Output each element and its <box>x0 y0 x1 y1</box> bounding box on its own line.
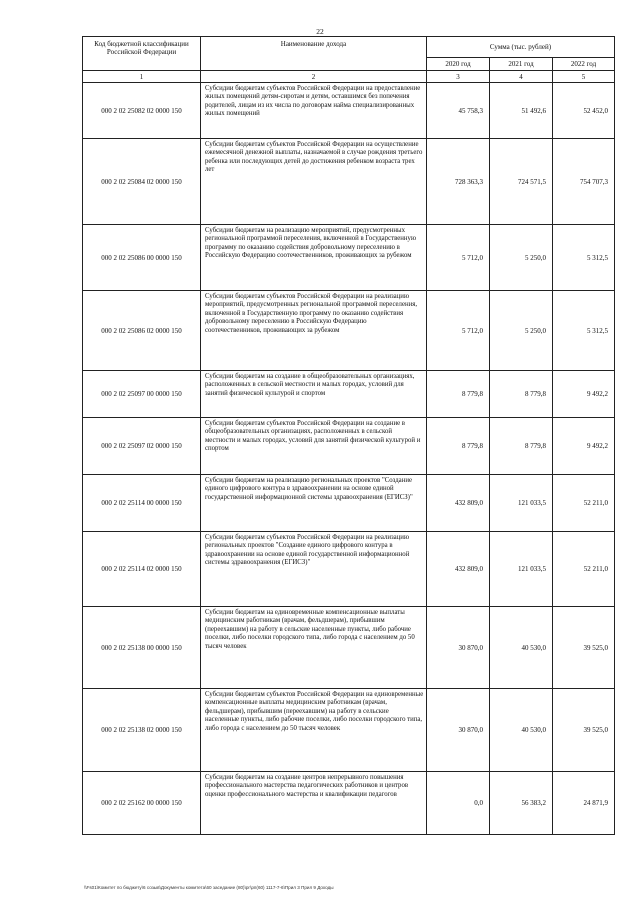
row-code: 000 2 02 25097 02 0000 150 <box>83 418 201 475</box>
row-value-2020: 5 712,0 <box>427 225 490 291</box>
row-value-2022: 52 211,0 <box>553 532 615 607</box>
row-value-2020: 0,0 <box>427 772 490 835</box>
row-value-2021: 724 571,5 <box>490 139 553 225</box>
table-row <box>83 607 615 689</box>
header-sum: Сумма (тыс. рублей) <box>427 37 615 58</box>
header-year-2022: 2022 год <box>553 58 615 71</box>
row-value-2021: 40 530,0 <box>490 607 553 689</box>
row-value-2022: 52 211,0 <box>553 475 615 532</box>
row-value-2022: 754 707,3 <box>553 139 615 225</box>
row-value-2022: 9 492,2 <box>553 418 615 475</box>
column-number: 1 <box>83 71 201 83</box>
row-code: 000 2 02 25162 00 0000 150 <box>83 772 201 835</box>
row-value-2020: 5 712,0 <box>427 291 490 371</box>
header-year-2021: 2021 год <box>490 58 553 71</box>
row-value-2022: 24 871,9 <box>553 772 615 835</box>
row-code: 000 2 02 25138 00 0000 150 <box>83 607 201 689</box>
row-name: Субсидии бюджетам субъектов Российской Федерации на предоставление жилых помещений детям-сиротам и детям, оставшимся без попечения родителей, лицам из их числа по договорам найма специализированных жилых помещений <box>201 83 427 139</box>
row-value-2022: 5 312,5 <box>553 291 615 371</box>
row-value-2021: 8 779,8 <box>490 371 553 418</box>
table-row <box>83 772 615 835</box>
income-table <box>82 36 615 835</box>
row-value-2020: 30 870,0 <box>427 607 490 689</box>
row-value-2022: 52 452,0 <box>553 83 615 139</box>
table-row <box>83 418 615 475</box>
page-number: 22 <box>316 27 324 36</box>
row-value-2021: 121 033,5 <box>490 532 553 607</box>
column-number: 2 <box>201 71 427 83</box>
row-name: Субсидии бюджетам субъектов Российской Федерации на реализацию региональных проектов "Создание единого цифрового контура в здравоохранении на основе единой государственной информационной системы здравоохранения (ЕГИСЗ)" <box>201 532 427 607</box>
table-row <box>83 83 615 139</box>
header-year-2020: 2020 год <box>427 58 490 71</box>
row-name: Субсидии бюджетам субъектов Российской Федерации на единовременные компенсационные выплаты медицинским работникам (врачам, фельдшерам), прибывшим (переехавшим) на работу в сельские населенные пункты, либо рабочие поселки, либо поселки городского типа, либо города с населением до 50 тысяч человек <box>201 689 427 772</box>
row-value-2020: 45 758,3 <box>427 83 490 139</box>
table-row <box>83 689 615 772</box>
row-value-2021: 51 492,6 <box>490 83 553 139</box>
column-number: 3 <box>427 71 490 83</box>
row-value-2021: 5 250,0 <box>490 291 553 371</box>
row-value-2021: 5 250,0 <box>490 225 553 291</box>
row-name: Субсидии бюджетам субъектов Российской Федерации на реализацию мероприятий, предусмотренных региональной программой переселения, включенной в Государственную программу по оказанию содействия добровольному переселению в Российскую Федерацию соотечественников, проживающих за рубежом <box>201 291 427 371</box>
table-row <box>83 475 615 532</box>
row-value-2020: 728 363,3 <box>427 139 490 225</box>
row-value-2021: 8 779,8 <box>490 418 553 475</box>
row-value-2020: 8 779,8 <box>427 418 490 475</box>
row-name: Субсидии бюджетам субъектов Российской Федерации на создание в общеобразовательных организациях, расположенных в сельской местности и малых городах, условий для занятий физической культурой и спортом <box>201 418 427 475</box>
table-row <box>83 532 615 607</box>
table-row <box>83 225 615 291</box>
row-name: Субсидии бюджетам на единовременные компенсационные выплаты медицинским работникам (врачам, фельдшерам), прибывшим (переехавшим) на работу в сельские населенные пункты, либо рабочие поселки, либо поселки городского типа, либо города с населением до 50 тысяч человек <box>201 607 427 689</box>
column-number: 5 <box>553 71 615 83</box>
row-value-2021: 121 033,5 <box>490 475 553 532</box>
row-code: 000 2 02 25097 00 0000 150 <box>83 371 201 418</box>
footer-file-path: \\Fs01\Комитет по бюджету\6 созыв\Документы комитета\60 заседание (80)\рг\рп(60) 1117-7-6\Прил 3 Прил 9 Доходы <box>84 885 334 890</box>
row-value-2022: 9 492,2 <box>553 371 615 418</box>
row-value-2022: 39 525,0 <box>553 607 615 689</box>
row-name: Субсидии бюджетам на создание в общеобразовательных организациях, расположенных в сельской местности и малых городах, условий для занятий физической культурой и спортом <box>201 371 427 418</box>
row-name: Субсидии бюджетам субъектов Российской Федерации на осуществление ежемесячной денежной выплаты, назначаемой в случае рождения третьего ребенка или последующих детей до достижения ребенком возраста трех лет <box>201 139 427 225</box>
row-code: 000 2 02 25114 00 0000 150 <box>83 475 201 532</box>
row-value-2022: 5 312,5 <box>553 225 615 291</box>
row-value-2022: 39 525,0 <box>553 689 615 772</box>
row-value-2020: 432 809,0 <box>427 532 490 607</box>
column-number: 4 <box>490 71 553 83</box>
row-code: 000 2 02 25084 02 0000 150 <box>83 139 201 225</box>
row-name: Субсидии бюджетам на создание центров непрерывного повышения профессионального мастерства педагогических работников и центров оценки профессионального мастерства и квалификации педагогов <box>201 772 427 835</box>
row-code: 000 2 02 25086 02 0000 150 <box>83 291 201 371</box>
row-value-2020: 30 870,0 <box>427 689 490 772</box>
row-code: 000 2 02 25082 02 0000 150 <box>83 83 201 139</box>
row-value-2021: 56 383,2 <box>490 772 553 835</box>
row-code: 000 2 02 25114 02 0000 150 <box>83 532 201 607</box>
row-code: 000 2 02 25086 00 0000 150 <box>83 225 201 291</box>
row-value-2021: 40 530,0 <box>490 689 553 772</box>
table-row <box>83 371 615 418</box>
row-name: Субсидии бюджетам на реализацию мероприятий, предусмотренных региональной программой переселения, включенной в Государственную программу по оказанию содействия добровольному переселению в Российскую Федерацию соотечественников, проживающих за рубежом <box>201 225 427 291</box>
table-row <box>83 139 615 225</box>
row-name: Субсидии бюджетам на реализацию региональных проектов "Создание единого цифрового контура в здравоохранении на основе единой государственной информационной системы здравоохранения (ЕГИСЗ)" <box>201 475 427 532</box>
row-value-2020: 8 779,8 <box>427 371 490 418</box>
row-code: 000 2 02 25138 02 0000 150 <box>83 689 201 772</box>
header-code: Код бюджетной классификации Российской Федерации <box>83 37 201 71</box>
table-row <box>83 291 615 371</box>
row-value-2020: 432 809,0 <box>427 475 490 532</box>
header-name: Наименование дохода <box>201 37 427 71</box>
